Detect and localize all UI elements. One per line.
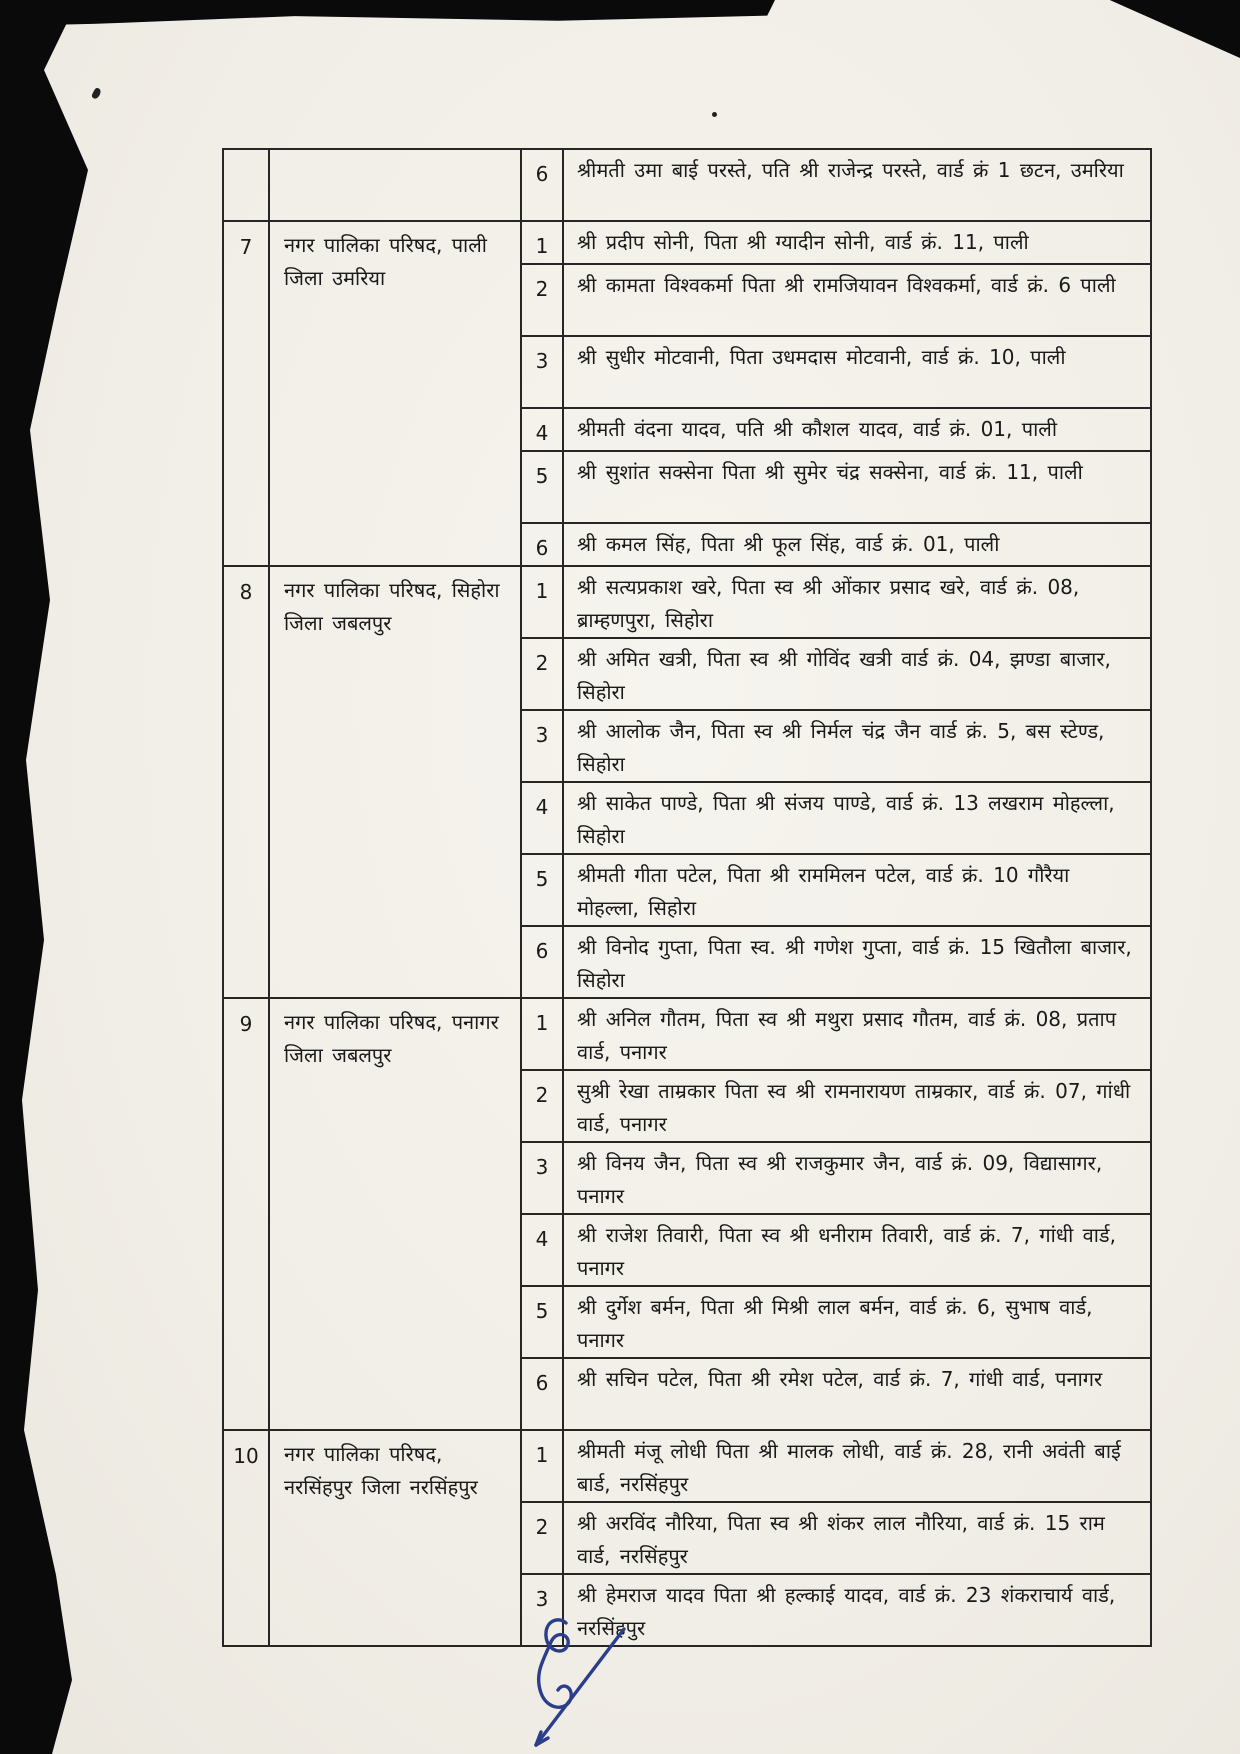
member-text: श्री विनोद गुप्ता, पिता स्व. श्री गणेश गुप्ता, वार्ड क्रं. 15 खितौला बाजार, सिहोरा	[563, 926, 1151, 998]
member-no: 2	[521, 638, 563, 710]
municipality-cell: नगर पालिका परिषद, पनागर जिला जबलपुर	[269, 998, 521, 1430]
member-text: श्री दुर्गेश बर्मन, पिता श्री मिश्री लाल बर्मन, वार्ड क्रं. 6, सुभाष वार्ड, पनागर	[563, 1286, 1151, 1358]
member-no: 6	[521, 926, 563, 998]
member-no: 4	[521, 782, 563, 854]
member-text: श्री सत्यप्रकाश खरे, पिता स्व श्री ओंकार प्रसाद खरे, वार्ड क्रं. 08, ब्राम्हणपुरा, सिहोरा	[563, 566, 1151, 638]
scan-artifact-top-edge	[0, 0, 775, 26]
member-text: श्री सुधीर मोटवानी, पिता उधमदास मोटवानी, वार्ड क्रं. 10, पाली	[563, 336, 1151, 408]
member-no: 5	[521, 854, 563, 926]
member-no: 2	[521, 1502, 563, 1574]
member-no: 5	[521, 1286, 563, 1358]
member-no: 1	[521, 566, 563, 638]
member-text: श्री हेमराज यादव पिता श्री हल्काई यादव, वार्ड क्रं. 23 शंकराचार्य वार्ड, नरसिंहपुर	[563, 1574, 1151, 1646]
member-text: सुश्री रेखा ताम्रकार पिता स्व श्री रामनारायण ताम्रकार, वार्ड क्रं. 07, गांधी वार्ड, पनागर	[563, 1070, 1151, 1142]
scan-speck	[91, 87, 102, 100]
serial-cell: 9	[223, 998, 269, 1430]
municipality-cell: नगर पालिका परिषद, नरसिंहपुर जिला नरसिंहपुर	[269, 1430, 521, 1646]
scan-artifact-left-edge	[0, 0, 100, 1754]
member-text: श्री अनिल गौतम, पिता स्व श्री मथुरा प्रसाद गौतम, वार्ड क्रं. 08, प्रताप वार्ड, पनागर	[563, 998, 1151, 1070]
member-text: श्री आलोक जैन, पिता स्व श्री निर्मल चंद्र जैन वार्ड क्रं. 5, बस स्टेण्ड, सिहोरा	[563, 710, 1151, 782]
member-no: 6	[521, 1358, 563, 1430]
member-no: 6	[521, 149, 563, 221]
member-text: श्रीमती गीता पटेल, पिता श्री राममिलन पटेल, वार्ड क्रं. 10 गौरैया मोहल्ला, सिहोरा	[563, 854, 1151, 926]
table-row	[223, 566, 1151, 638]
member-text: श्री राजेश तिवारी, पिता स्व श्री धनीराम तिवारी, वार्ड क्रं. 7, गांधी वार्ड, पनागर	[563, 1214, 1151, 1286]
serial-cell: 7	[223, 221, 269, 566]
scan-speck	[712, 112, 717, 117]
signature	[524, 1615, 642, 1753]
member-no: 6	[521, 523, 563, 566]
member-text: श्रीमती मंजू लोधी पिता श्री मालक लोधी, वार्ड क्रं. 28, रानी अवंती बाई बार्ड, नरसिंहपुर	[563, 1430, 1151, 1502]
serial-cell: 10	[223, 1430, 269, 1646]
municipality-cell: नगर पालिका परिषद, सिहोरा जिला जबलपुर	[269, 566, 521, 998]
member-no: 1	[521, 1430, 563, 1502]
member-text: श्रीमती उमा बाई परस्ते, पति श्री राजेन्द्र परस्ते, वार्ड क्रं 1 छटन, उमरिया	[563, 149, 1151, 221]
member-text: श्री प्रदीप सोनी, पिता श्री ग्यादीन सोनी, वार्ड क्रं. 11, पाली	[563, 221, 1151, 264]
member-no: 3	[521, 1142, 563, 1214]
table-row	[223, 1430, 1151, 1502]
member-no: 2	[521, 1070, 563, 1142]
table-row	[223, 149, 1151, 221]
serial-cell: 8	[223, 566, 269, 998]
members-table	[222, 148, 1152, 1647]
member-no: 3	[521, 710, 563, 782]
member-text: श्री अमित खत्री, पिता स्व श्री गोविंद खत्री वार्ड क्रं. 04, झण्डा बाजार, सिहोरा	[563, 638, 1151, 710]
member-text: श्री सुशांत सक्सेना पिता श्री सुमेर चंद्र सक्सेना, वार्ड क्रं. 11, पाली	[563, 451, 1151, 523]
member-no: 1	[521, 998, 563, 1070]
table-row	[223, 221, 1151, 264]
member-text: श्री कामता विश्वकर्मा पिता श्री रामजियावन विश्वकर्मा, वार्ड क्रं. 6 पाली	[563, 264, 1151, 336]
member-no: 5	[521, 451, 563, 523]
member-text: श्री सचिन पटेल, पिता श्री रमेश पटेल, वार्ड क्रं. 7, गांधी वार्ड, पनागर	[563, 1358, 1151, 1430]
member-text: श्री अरविंद नौरिया, पिता स्व श्री शंकर लाल नौरिया, वार्ड क्रं. 15 राम वार्ड, नरसिंहपुर	[563, 1502, 1151, 1574]
municipality-cell-empty	[269, 149, 521, 221]
member-no: 1	[521, 221, 563, 264]
municipality-cell: नगर पालिका परिषद, पाली जिला उमरिया	[269, 221, 521, 566]
member-text: श्री कमल सिंह, पिता श्री फूल सिंह, वार्ड क्रं. 01, पाली	[563, 523, 1151, 566]
scan-artifact-top-right-corner	[1092, 0, 1240, 58]
member-no: 3	[521, 336, 563, 408]
serial-cell-empty	[223, 149, 269, 221]
member-text: श्री साकेत पाण्डे, पिता श्री संजय पाण्डे, वार्ड क्रं. 13 लखराम मोहल्ला, सिहोरा	[563, 782, 1151, 854]
member-no: 4	[521, 1214, 563, 1286]
member-text: श्रीमती वंदना यादव, पति श्री कौशल यादव, वार्ड क्रं. 01, पाली	[563, 408, 1151, 451]
member-no: 4	[521, 408, 563, 451]
member-no: 3	[521, 1574, 563, 1646]
table-row	[223, 998, 1151, 1070]
member-text: श्री विनय जैन, पिता स्व श्री राजकुमार जैन, वार्ड क्रं. 09, विद्यासागर, पनागर	[563, 1142, 1151, 1214]
member-no: 2	[521, 264, 563, 336]
